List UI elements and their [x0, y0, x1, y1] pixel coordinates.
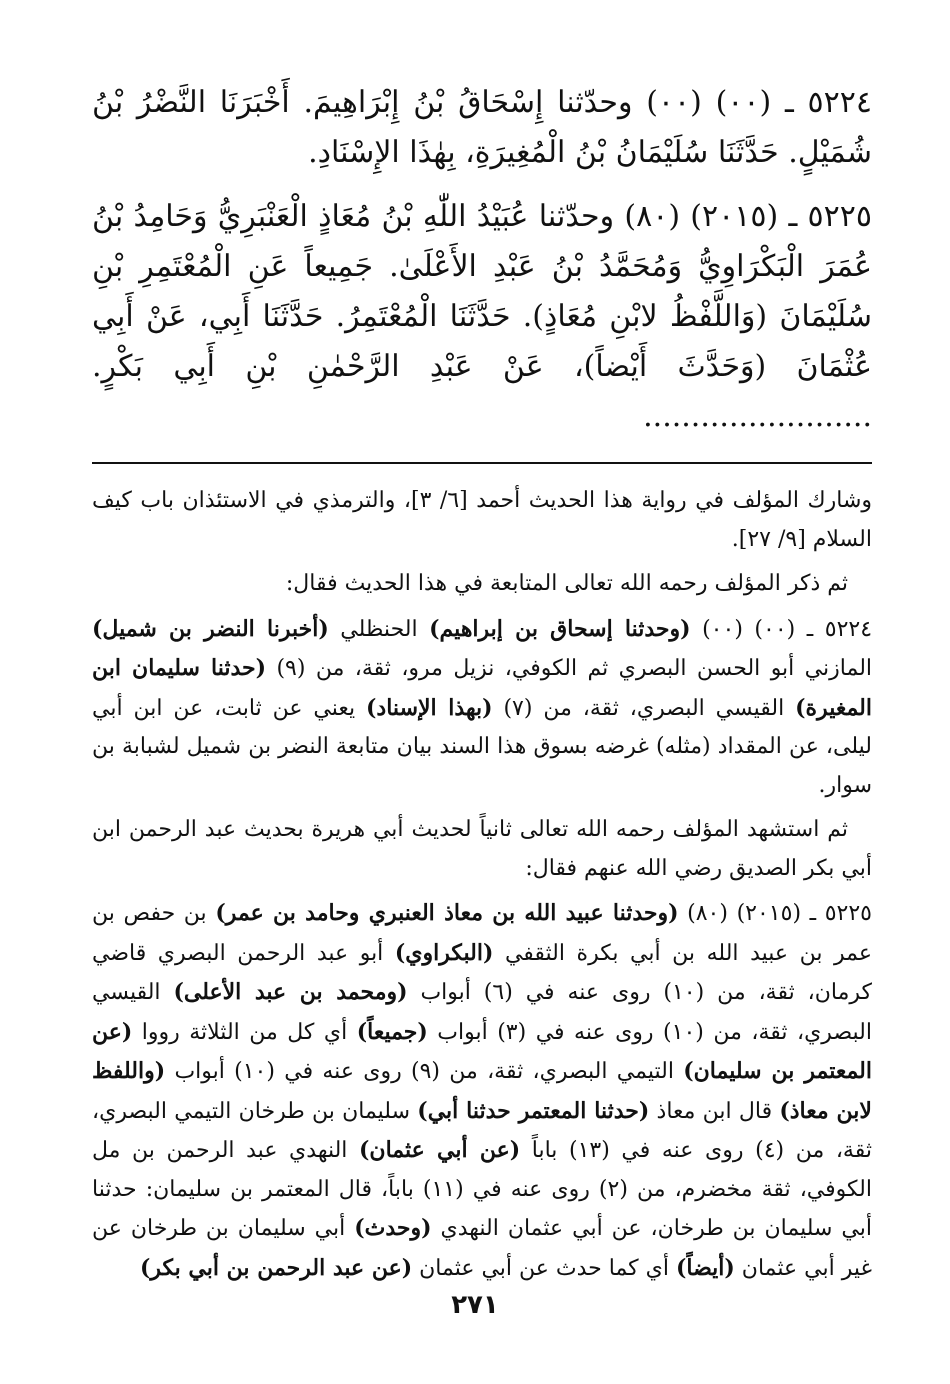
commentary-paragraph-sources: وشارك المؤلف في رواية هذا الحديث أحمد [٦/ ٣]، والترمذي في الاستئذان باب كيف السلام [٩/ ٢٧].: [92, 488, 873, 552]
page-body: [92, 78, 872, 1294]
hadith-5225: ٥٢٢٥ ـ (٢٠١٥) (٨٠) وحدّثنا عُبَيْدُ اللّٰهِ بْنُ مُعَاذٍ الْعَنْبَرِيُّ وَحَامِدُ بْنُ عُمَرَ الْبَكْرَاوِيُّ وَمُحَمَّدُ بْنُ عَبْدِ الأَعْلَىٰ. جَمِيعاً عَنِ الْمُعْتَمِرِ بْنِ سُلَيْمَانَ (وَاللَّفْظُ لابْنِ مُعَاذٍ). حَدَّثَنَا الْمُعْتَمِرُ. حَدَّثَنَا أَبِي، عَنْ أَبِي عُثْمَانَ (وَحَدَّثَ أَيْضاً)، عَنْ عَبْدِ الرَّحْمٰنِ بْنِ أَبِي بَكْرٍ. ........................: [92, 199, 872, 434]
commentary-paragraph-intro-mutaba: ثم ذكر المؤلف رحمه الله تعالى المتابعة في هذا الحديث فقال:: [285, 571, 848, 596]
commentary-paragraph-intro-shahid: ثم استشهد المؤلف رحمه الله تعالى ثانياً لحديث أبي هريرة بحديث عبد الرحمن ابن أبي بكر الصديق رضي الله عنهم فقال:: [92, 817, 872, 881]
hadith-5224: ٥٢٢٤ ـ (٠٠) (٠٠) وحدّثنا إِسْحَاقُ بْنُ إِبْرَاهِيمَ. أَخْبَرَنَا النَّضْرُ بْنُ شُمَيْلٍ. حَدَّثَنَا سُلَيْمَانُ بْنُ الْمُغِيرَةِ، بِهٰذَا الإِسْنَادِ.: [92, 85, 872, 170]
commentary: [92, 482, 872, 1288]
footnote-divider: [92, 462, 872, 464]
commentary-paragraph-5225: ٥٢٢٥ ـ (٢٠١٥) (٨٠) (وحدثنا عبيد الله بن معاذ العنبري وحامد بن عمر) بن حفص بن عمر بن عبيد الله بن أبي بكرة الثقفي (البكراوي) أبو عبد الرحمن البصري قاضي كرمان، ثقة، من (١٠) روى عنه في (٦) أبواب (ومحمد بن عبد الأعلى) القيسي البصري، ثقة، من (١٠) روى عنه في (٣) أبواب (جميعاً) أي كل من الثلاثة رووا (عن المعتمر بن سليمان) التيمي البصري، ثقة، من (٩) روى عنه في (١٠) أبواب (واللفظ لابن معاذ) قال ابن معاذ (حدثنا المعتمر حدثنا أبي) سليمان بن طرخان التيمي البصري، ثقة، من (٤) روى عنه في (١٣) باباً (عن أبي عثمان) النهدي عبد الرحمن بن مل الكوفي، ثقة مخضرم، من (٢) روى عنه في (١١) باباً، قال المعتمر بن سليمان: حدثنا أبي سليمان بن طرخان، عن أبي عثمان النهدي (وحدث) أبي سليمان بن طرخان عن غير أبي عثمان (أيضاً) أي كما حدث عن أبي عثمان (عن عبد الرحمن بن أبي بكر): [92, 900, 872, 1281]
commentary-paragraph-5224: ٥٢٢٤ ـ (٠٠) (٠٠) (وحدثنا إسحاق بن إبراهيم) الحنظلي (أخبرنا النضر بن شميل) المازني أبو الحسن البصري ثم الكوفي، نزيل مرو، ثقة، من (٩) (حدثنا سليمان ابن المغيرة) القيسي البصري، ثقة، من (٧) (بهذا الإسناد) يعني عن ثابت، عن ابن أبي ليلى، عن المقداد (مثله) غرضه بسوق هذا السند بيان متابعة النضر بن شميل لشبابة بن سوار.: [92, 615, 873, 798]
page-number: ٢٧١: [451, 1290, 499, 1320]
